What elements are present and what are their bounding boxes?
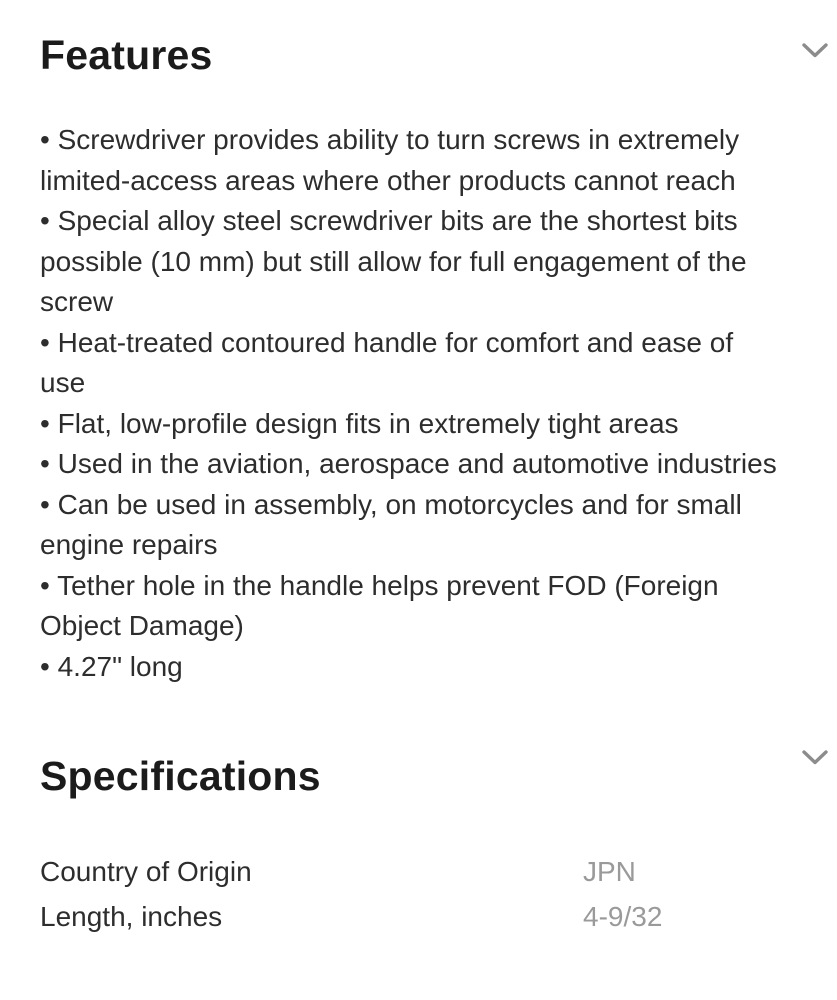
spec-label: Country of Origin [40,856,252,887]
specifications-section-header[interactable] [40,752,837,800]
bullet: • [40,124,50,155]
features-section-header[interactable] [40,31,837,79]
features-list [40,120,782,687]
bullet: • [40,407,50,439]
bullet: • [40,650,50,682]
spec-label: Length, inches [40,901,223,932]
bullet: • [40,448,50,479]
feature-item [40,647,782,688]
bullet: • [40,205,50,236]
feature-text: Heat-treated contoured handle for comfort and ease of use [40,326,734,398]
spec-row [40,849,782,894]
features-title: Features [40,32,213,78]
feature-item [40,444,782,485]
feature-text: Can be used in assembly, on motorcycles and for small engine repairs [40,488,742,560]
bullet: • [40,569,50,601]
feature-item [40,120,782,201]
specifications-title: Specifications [40,753,321,799]
feature-item [40,566,782,647]
feature-text: Special alloy steel screwdriver bits are the shortest bits possible (10 mm) but still allow for full engagement of the screw [40,205,747,317]
bullet: • [40,488,50,520]
features-section [40,31,837,687]
feature-text: Used in the aviation, aerospace and automotive industries [57,448,777,479]
feature-text: Tether hole in the handle helps prevent FOD (Foreign Object Damage) [40,569,719,641]
spec-value: JPN [583,856,636,887]
spec-value: 4-9/32 [583,901,663,932]
feature-text: Flat, low-profile design fits in extremely tight areas [57,407,679,439]
spec-row [40,894,782,939]
specifications-table [40,849,782,939]
feature-text: Screwdriver provides ability to turn screws in extremely limited-access areas where other products cannot reach [40,124,740,196]
feature-text: 4.27" long [57,650,183,682]
feature-item [40,201,782,323]
chevron-down-icon[interactable] [802,750,828,765]
feature-item [40,323,782,404]
feature-item [40,485,782,566]
specifications-section [40,752,837,939]
bullet: • [40,326,50,358]
feature-item [40,404,782,445]
chevron-down-icon[interactable] [802,43,828,58]
